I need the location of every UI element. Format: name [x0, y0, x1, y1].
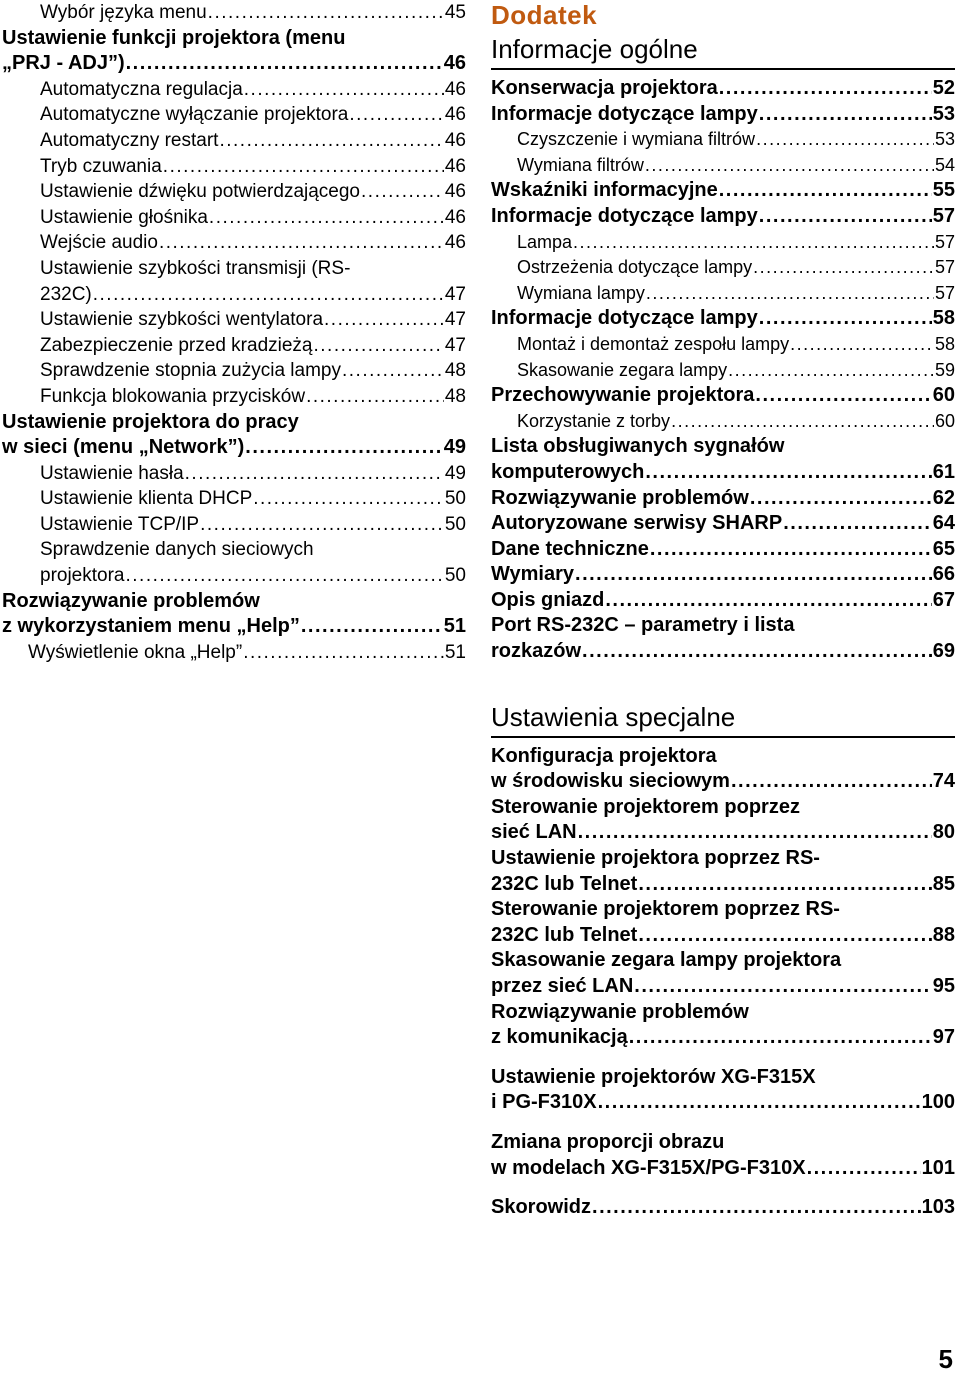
toc-entry[interactable] — [2, 640, 466, 666]
dot-leader — [650, 537, 932, 563]
toc-page-number: 97 — [932, 1026, 955, 1049]
toc-entry-multiline[interactable] — [2, 26, 466, 77]
toc-entry-title: rozkazów — [491, 640, 582, 663]
dot-leader — [645, 153, 934, 179]
toc-page-number: 47 — [444, 334, 466, 356]
dot-leader — [314, 333, 444, 359]
toc-entry[interactable] — [491, 562, 955, 588]
dot-leader — [301, 614, 443, 640]
toc-page-number: 60 — [934, 410, 955, 431]
toc-entry-title: Wyświetlenie okna „Help” — [28, 641, 243, 663]
toc-entry-title: Skorowidz — [491, 1196, 592, 1219]
toc-entry-title: Montaż i demontaż zespołu lampy — [517, 333, 790, 354]
dot-leader — [342, 358, 444, 384]
dot-leader — [575, 562, 932, 588]
toc-page-number: 50 — [444, 565, 466, 587]
toc-entry-title: Ustawienie głośnika — [40, 206, 208, 228]
toc-page-number: 53 — [932, 102, 955, 125]
toc-page-number: 48 — [444, 360, 466, 382]
toc-left-column — [2, 0, 466, 665]
toc-page-number: 80 — [932, 821, 955, 844]
dot-leader — [349, 102, 443, 128]
dot-leader — [783, 511, 932, 537]
dot-leader — [634, 974, 931, 1000]
spacer — [491, 1181, 955, 1195]
toc-entry[interactable] — [2, 486, 466, 512]
toc-entry-last-line[interactable] — [491, 923, 955, 949]
toc-entry[interactable] — [2, 154, 466, 180]
toc-entry-title: Ustawienie hasła — [40, 462, 184, 484]
dot-leader — [209, 205, 444, 231]
toc-entry[interactable] — [491, 204, 955, 230]
dot-leader — [219, 128, 443, 154]
toc-entry-last-line[interactable] — [491, 769, 955, 795]
toc-entry[interactable] — [2, 384, 466, 410]
toc-page-number: 101 — [921, 1156, 955, 1179]
toc-page-number: 46 — [444, 232, 466, 254]
toc-page-number: 46 — [444, 155, 466, 177]
dot-leader — [324, 307, 444, 333]
toc-page-number: 58 — [934, 333, 955, 354]
toc-page-number: 46 — [444, 206, 466, 228]
dot-leader — [185, 461, 444, 487]
toc-entry-title: Lampa — [517, 231, 573, 252]
toc-page-number: 51 — [443, 615, 466, 638]
toc-entry-title: Skasowanie zegara lampy — [517, 359, 728, 380]
dot-leader — [728, 358, 934, 384]
toc-entry-title: Autoryzowane serwisy SHARP — [491, 512, 783, 535]
toc-page-number: 60 — [932, 384, 955, 407]
toc-entry-multiline[interactable] — [2, 537, 466, 588]
toc-entry-title: w modelach XG-F315X/PG-F310X — [491, 1156, 806, 1179]
toc-page-number: 55 — [932, 179, 955, 202]
toc-page-number: 95 — [932, 975, 955, 997]
toc-entry-title: Wymiana lampy — [517, 282, 645, 303]
toc-entry-title: z wykorzystaniem menu „Help” — [2, 615, 300, 638]
dot-leader — [592, 1195, 921, 1221]
toc-page-number: 49 — [444, 462, 466, 484]
toc-page-number: 58 — [932, 307, 955, 330]
toc-entry[interactable] — [491, 511, 955, 537]
toc-entry-title: w środowisku sieciowym — [491, 770, 730, 793]
toc-entry-title: Sprawdzenie stopnia zużycia lampy — [40, 360, 341, 382]
toc-page-number: 45 — [444, 2, 466, 23]
toc-entry-last-line[interactable] — [491, 460, 955, 486]
section-entries — [491, 76, 955, 665]
toc-entry-title-line: Ustawienie funkcji projektora (menu — [2, 26, 346, 49]
dot-leader — [598, 1090, 921, 1116]
toc-entry-title: „PRJ - ADJ”) — [2, 52, 125, 75]
toc-entry-title: Informacje dotyczące lampy — [491, 307, 758, 330]
toc-entry-title: Funkcja blokowania przycisków — [40, 385, 306, 407]
toc-page-number: 46 — [444, 78, 466, 100]
toc-entry-last-line[interactable] — [491, 1156, 955, 1182]
toc-entry[interactable] — [491, 1195, 955, 1221]
toc-entry-last-line[interactable] — [2, 614, 466, 640]
toc-entry[interactable] — [491, 102, 955, 128]
toc-page-number: 54 — [934, 154, 955, 175]
dot-leader — [208, 0, 444, 26]
toc-entry-title-line: Ustawienie projektora do pracy — [2, 410, 299, 433]
dot-leader — [638, 872, 931, 898]
toc-entry-last-line[interactable] — [491, 974, 955, 1000]
toc-page-number: 51 — [444, 641, 466, 663]
dot-leader — [731, 769, 932, 795]
toc-entry-multiline[interactable] — [491, 846, 955, 897]
dot-leader — [582, 639, 932, 665]
dot-leader — [306, 384, 444, 410]
section-heading: Ustawienia specjalne — [491, 702, 955, 738]
toc-entry-multiline[interactable] — [491, 613, 955, 664]
toc-entry-last-line[interactable] — [491, 820, 955, 846]
toc-entry[interactable] — [2, 0, 466, 26]
toc-entry-title: Przechowywanie projektora — [491, 384, 755, 407]
dot-leader — [126, 563, 444, 589]
toc-entry-multiline[interactable] — [2, 589, 466, 640]
toc-entry-title: Ustawienie klienta DHCP — [40, 488, 253, 510]
toc-entry[interactable] — [2, 307, 466, 333]
toc-entry-title: 232C) — [40, 283, 92, 305]
toc-page-number: 61 — [932, 460, 955, 483]
toc-entry[interactable] — [491, 255, 955, 281]
dot-leader — [759, 306, 932, 332]
toc-entry-title: Ustawienie szybkości wentylatora — [40, 309, 324, 331]
toc-right-column — [491, 0, 955, 1221]
toc-entry-last-line[interactable] — [2, 563, 466, 589]
toc-entry-multiline[interactable] — [491, 897, 955, 948]
dot-leader — [807, 1156, 921, 1182]
toc-entry[interactable] — [2, 512, 466, 538]
spacer — [491, 1051, 955, 1065]
toc-entry-last-line[interactable] — [2, 435, 466, 461]
toc-entry-title: Czyszczenie i wymiana filtrów — [517, 129, 756, 150]
toc-entry-multiline[interactable] — [491, 744, 955, 795]
toc-page-number: 47 — [444, 283, 466, 305]
toc-entry-title: Konserwacja projektora — [491, 77, 718, 99]
toc-entry-last-line[interactable] — [491, 1025, 955, 1051]
toc-entry-title-line: Rozwiązywanie problemów — [2, 589, 260, 612]
appendix-sections — [491, 34, 955, 1221]
toc-entry[interactable] — [2, 461, 466, 487]
toc-entry[interactable] — [491, 588, 955, 614]
toc-entry[interactable] — [491, 178, 955, 204]
toc-entry[interactable] — [491, 281, 955, 307]
dot-leader — [244, 77, 444, 103]
dot-leader — [605, 588, 931, 614]
toc-entry-title: Opis gniazd — [491, 588, 605, 611]
toc-entry-multiline[interactable] — [2, 256, 466, 307]
toc-entry[interactable] — [2, 230, 466, 256]
dot-leader — [200, 512, 444, 538]
spacer — [491, 1116, 955, 1130]
dot-leader — [753, 255, 934, 281]
toc-entry-title-line: Ustawienie projektora poprzez RS- — [491, 847, 820, 870]
toc-entry-title: Automatyczna regulacja — [40, 78, 243, 100]
dot-leader — [126, 51, 443, 77]
dot-leader — [755, 383, 931, 409]
toc-entry[interactable] — [2, 179, 466, 205]
toc-entry-title-line: Port RS-232C – parametry i lista — [491, 614, 795, 637]
toc-page-number: 57 — [934, 257, 955, 278]
toc-entry-title: Automatyczny restart — [40, 129, 219, 151]
toc-entry[interactable] — [491, 230, 955, 256]
toc-entry-title-line: Sterowanie projektorem poprzez RS- — [491, 898, 840, 921]
dot-leader — [159, 230, 444, 256]
dot-leader — [253, 486, 444, 512]
toc-page-number: 46 — [444, 104, 466, 126]
dot-leader — [756, 127, 934, 153]
toc-entry-title: z komunikacją — [491, 1026, 628, 1049]
toc-entry-title-line: Rozwiązywanie problemów — [491, 1000, 749, 1023]
toc-entry-title: Wejście audio — [40, 232, 158, 254]
dot-leader — [645, 460, 931, 486]
toc-page-number: 67 — [932, 588, 955, 611]
dot-leader — [638, 923, 931, 949]
dot-leader — [361, 179, 444, 205]
toc-page-number: 85 — [932, 872, 955, 895]
toc-entry[interactable] — [491, 409, 955, 435]
toc-entry-title: Ustawienie dźwięku potwierdzającego — [40, 181, 361, 203]
toc-page-number: 69 — [932, 640, 955, 663]
toc-entry-multiline[interactable] — [491, 795, 955, 846]
dot-leader — [629, 1025, 932, 1051]
toc-entry-title-line: Konfiguracja projektora — [491, 744, 717, 767]
toc-entry[interactable] — [2, 333, 466, 359]
toc-entry-title-line: Skasowanie zegara lampy projektora — [491, 949, 842, 972]
toc-entry[interactable] — [2, 102, 466, 128]
toc-entry[interactable] — [2, 358, 466, 384]
toc-entry-title: Wybór języka menu — [40, 2, 207, 23]
toc-entry-title: Rozwiązywanie problemów — [491, 486, 749, 509]
toc-entry-title: Korzystanie z torby — [517, 410, 671, 431]
section-entries — [491, 744, 955, 1221]
toc-entry-title: Wymiana filtrów — [517, 154, 644, 175]
toc-page-number: 57 — [932, 204, 955, 227]
toc-page-number: 46 — [443, 52, 466, 75]
toc-entry-multiline[interactable] — [2, 410, 466, 461]
toc-entry-title-line: Lista obsługiwanych sygnałów — [491, 435, 785, 458]
toc-entry-title: przez sieć LAN — [491, 975, 634, 997]
dot-leader — [719, 178, 932, 204]
dot-leader — [245, 435, 442, 461]
dot-leader — [573, 230, 934, 256]
dot-leader — [163, 154, 444, 180]
toc-entry-title-line: Sterowanie projektorem poprzez — [491, 795, 800, 818]
toc-entry-title-line: Ustawienie szybkości transmisji (RS- — [40, 257, 351, 279]
toc-entry-title: 232C lub Telnet — [491, 872, 638, 895]
toc-page-number: 88 — [932, 923, 955, 946]
toc-page-number: 49 — [443, 436, 466, 459]
toc-entry-last-line[interactable] — [2, 282, 466, 308]
toc-entry-last-line[interactable] — [2, 51, 466, 77]
toc-entry-title: projektora — [40, 565, 125, 587]
toc-page-number: 59 — [934, 359, 955, 380]
dot-leader — [759, 102, 932, 128]
dot-leader — [790, 332, 934, 358]
dot-leader — [578, 820, 932, 846]
toc-entry-title-line: Ustawienie projektorów XG-F315X — [491, 1065, 816, 1088]
toc-entry-title: komputerowych — [491, 460, 645, 483]
toc-page-number: 52 — [932, 77, 955, 99]
toc-page-number: 64 — [932, 512, 955, 535]
toc-page-number: 47 — [444, 309, 466, 331]
toc-entry-title: i PG-F310X — [491, 1091, 597, 1114]
toc-entry[interactable] — [2, 205, 466, 231]
toc-entry[interactable] — [491, 127, 955, 153]
dot-leader — [750, 486, 932, 512]
toc-entry-title-line: Zmiana proporcji obrazu — [491, 1130, 725, 1153]
toc-entry[interactable] — [491, 153, 955, 179]
toc-entry[interactable] — [491, 537, 955, 563]
toc-page-number: 103 — [921, 1196, 955, 1219]
toc-page-number: 100 — [921, 1091, 955, 1114]
toc-entry-title: Wskaźniki informacyjne — [491, 179, 718, 202]
toc-entry-title: Automatyczne wyłączanie projektora — [40, 104, 349, 126]
toc-entry-multiline[interactable] — [491, 434, 955, 485]
toc-entry-title: Dane techniczne — [491, 537, 649, 560]
toc-entry-title: Ustawienie TCP/IP — [40, 513, 200, 535]
toc-entry-title: sieć LAN — [491, 821, 577, 844]
toc-entry-title: Ostrzeżenia dotyczące lampy — [517, 257, 753, 278]
section-spacer — [491, 665, 955, 702]
toc-entry-multiline[interactable] — [491, 948, 955, 999]
toc-entry[interactable] — [491, 383, 955, 409]
toc-entry[interactable] — [491, 358, 955, 384]
toc-page-number: 48 — [444, 385, 466, 407]
toc-entry[interactable] — [2, 77, 466, 103]
toc-entry-last-line[interactable] — [491, 1090, 955, 1116]
toc-entry[interactable] — [491, 76, 955, 102]
toc-page-number: 50 — [444, 513, 466, 535]
toc-page-number: 65 — [932, 537, 955, 560]
toc-entry-last-line[interactable] — [491, 872, 955, 898]
toc-entry-last-line[interactable] — [491, 639, 955, 665]
toc-entry-title-line: Sprawdzenie danych sieciowych — [40, 539, 314, 561]
toc-entry-title: Informacje dotyczące lampy — [491, 102, 758, 125]
toc-entry-title: Tryb czuwania — [40, 155, 162, 177]
toc-entry-title: w sieci (menu „Network”) — [2, 436, 245, 459]
toc-page-number: 62 — [932, 486, 955, 509]
toc-page-number: 57 — [934, 231, 955, 252]
toc-page-number: 53 — [934, 129, 955, 150]
dot-leader — [93, 282, 444, 308]
toc-page-number: 46 — [444, 181, 466, 203]
toc-entry-title: Wymiary — [491, 563, 575, 586]
dot-leader — [243, 640, 444, 666]
toc-entry-multiline[interactable] — [491, 1065, 955, 1116]
page-number: 5 — [938, 1344, 953, 1374]
toc-entry-title: 232C lub Telnet — [491, 923, 638, 946]
toc-page-number: 57 — [934, 282, 955, 303]
dot-leader — [719, 76, 932, 102]
dot-leader — [759, 204, 932, 230]
toc-entry[interactable] — [491, 332, 955, 358]
dot-leader — [646, 281, 934, 307]
toc-page-number: 46 — [444, 129, 466, 151]
section-heading: Informacje ogólne — [491, 34, 955, 70]
toc-entry-multiline[interactable] — [491, 1000, 955, 1051]
toc-entry[interactable] — [491, 486, 955, 512]
dot-leader — [671, 409, 934, 435]
appendix-title: Dodatek — [491, 0, 598, 30]
toc-page-number: 50 — [444, 488, 466, 510]
toc-page-number: 74 — [932, 770, 955, 793]
toc-entry-title: Zabezpieczenie przed kradzieżą — [40, 334, 313, 356]
toc-entry-title: Informacje dotyczące lampy — [491, 204, 758, 227]
toc-page-number: 66 — [932, 563, 955, 586]
toc-entry-multiline[interactable] — [491, 1130, 955, 1181]
toc-entry[interactable] — [2, 128, 466, 154]
toc-entry[interactable] — [491, 306, 955, 332]
